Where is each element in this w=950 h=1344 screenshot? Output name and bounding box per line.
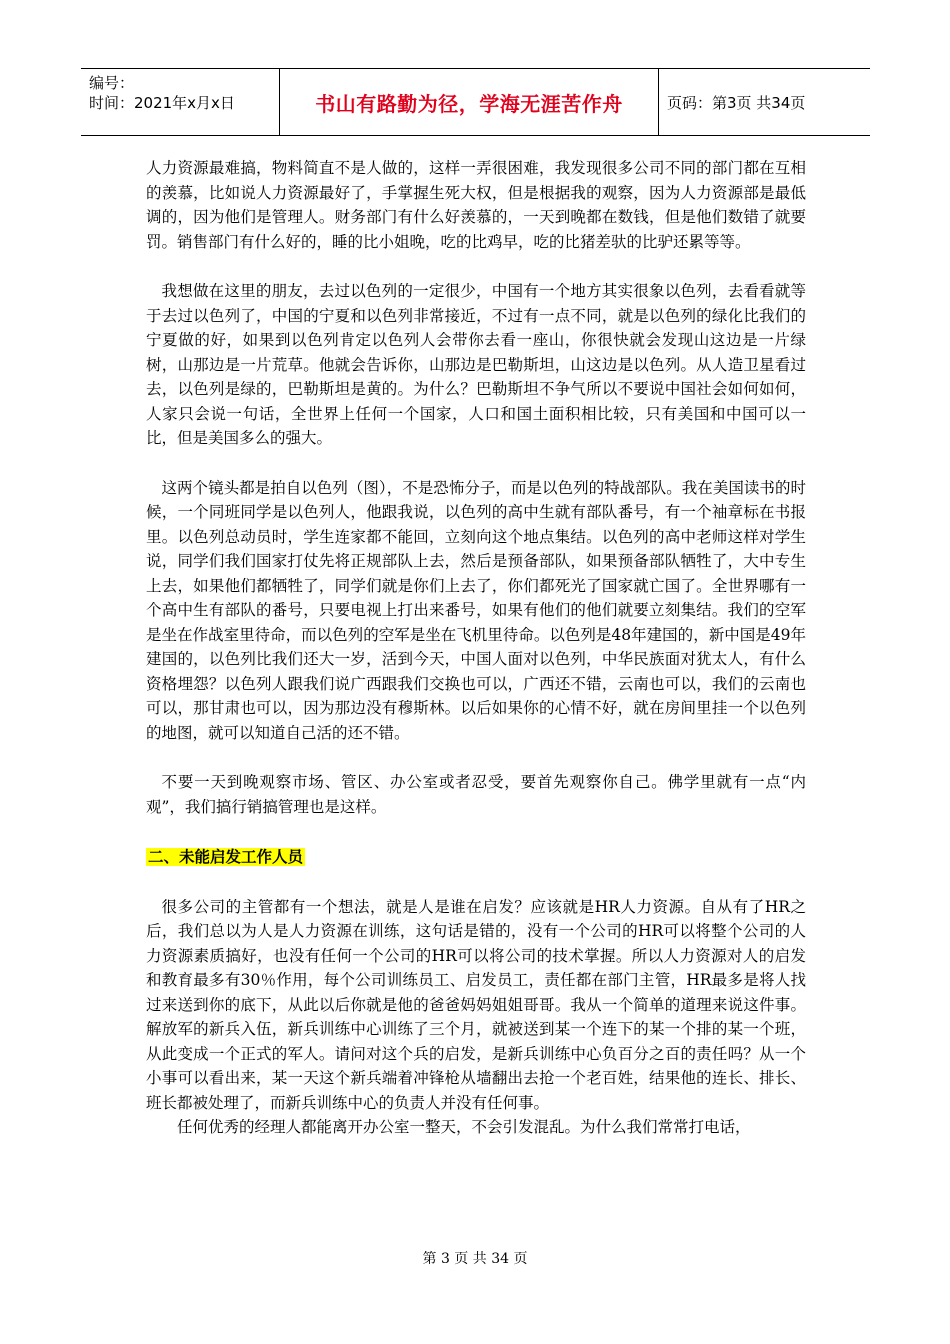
document-body xyxy=(146,156,806,1140)
paragraph-5: 很多公司的主管都有一个想法，就是人是谁在启发？应该就是HR人力资源。自从有了HR之后，我们总以为人是人力资源在训练，这句话是错的，没有一个公司的HR可以将整个公司的人力资源素质搞好，也没有任何一个公司的HR可以将公司的技术掌握。所以人力资源对人的启发和教育最多有30％作用，每个公司训练员工、启发员工，责任都在部门主管，HR最多是将人找过来送到你的底下，从此以后你就是他的爸爸妈妈姐姐哥哥。我从一个简单的道理来说这件事。解放军的新兵入伍，新兵训练中心训练了三个月，就被送到某一个连下的某一个排的某一个班，从此变成一个正式的军人。请问对这个兵的启发，是新兵训练中心负百分之百的责任吗？从一个小事可以看出来，某一天这个新兵端着冲锋枪从墙翻出去抢一个老百姓，结果他的连长、排长、班长都被处理了，而新兵训练中心的负责人并没有任何事。 xyxy=(146,897,806,1112)
header-meta xyxy=(81,69,280,135)
section-heading-text: 二、未能启发工作人员 xyxy=(148,848,304,866)
page-footer: 第 3 页 共 34 页 xyxy=(422,1251,528,1267)
paragraph-1: 人力资源最难搞，物料简直不是人做的，这样一弄很困难，我发现很多公司不同的部门都在互相的羡慕，比如说人力资源最好了，手掌握生死大权，但是根据我的观察，因为人力资源部是最低调的，因为他们是管理人。财务部门有什么好羡慕的，一天到晚都在数钱，但是他们数错了就要罚。销售部门有什么好的，睡的比小姐晚，吃的比鸡早，吃的比猪差驮的比驴还累等等。 xyxy=(146,159,806,251)
paragraph-2: 我想做在这里的朋友，去过以色列的一定很少，中国有一个地方其实很象以色列，去看看就等于去过以色列了，中国的宁夏和以色列非常接近，不过有一点不同，就是以色列的绿化比我们的宁夏做的好，如果到以色列肯定以色列人会带你去看一座山，你很快就会发现山这边是一片绿树，山那边是一片荒草。他就会告诉你，山那边是巴勒斯坦，山这边是以色列。从人造卫星看过去，以色列是绿的，巴勒斯坦是黄的。为什么？巴勒斯坦不争气所以不要说中国社会如何如何，人家只会说一句话，全世界上任何一个国家，人口和国土面积相比较，只有美国和中国可以一比，但是美国多么的强大。 xyxy=(146,282,806,447)
header-page-label: 页码：第3页 共34页 xyxy=(667,93,806,112)
header-date-label: 时间：2021年x月x日 xyxy=(89,94,235,112)
header-number-label: 编号： xyxy=(89,74,135,92)
paragraph-3: 这两个镜头都是拍自以色列（图），不是恐怖分子，而是以色列的特战部队。我在美国读书的时候，一个同班同学是以色列人，他跟我说，以色列的高中生就有部队番号，有一个袖章标在书报里。以色列总动员时，学生连家都不能回，立刻向这个地点集结。以色列的高中老师这样对学生说，同学们我们国家打仗先将正规部队上去，然后是预备部队，如果预备部队牺牲了，大中专生上去，如果他们都牺牲了，同学们就是你们上去了，你们都死光了国家就亡国了。全世界哪有一个高中生有部队的番号，只要电视上打出来番号，如果有他们的他们就要立刻集结。我们的空军是坐在作战室里待命，而以色列的空军是坐在飞机里待命。以色列是48年建国的，新中国是49年建国的，以色列比我们还大一岁，活到今天，中国人面对以色列，中华民族面对犹太人，有什么资格埋怨？以色列人跟我们说广西跟我们交换也可以，广西还不错，云南也可以，我们的云南也可以，那甘肃也可以，因为那边没有穆斯林。以后如果你的心情不好，就在房间里挂一个以色列的地图，就可以知道自己活的还不错。 xyxy=(146,478,806,742)
page-header xyxy=(81,68,870,136)
section-heading xyxy=(146,845,806,870)
header-motto: 书山有路勤为径，学海无涯苦作舟 xyxy=(280,69,659,135)
paragraph-4: 不要一天到晚观察市场、管区、办公室或者忍受，要首先观察你自己。佛学里就有一点“内观”，我们搞行销搞管理也是这样。 xyxy=(146,773,806,816)
paragraph-6: 任何优秀的经理人都能离开办公室一整天，不会引发混乱。为什么我们常常打电话， xyxy=(177,1118,751,1136)
